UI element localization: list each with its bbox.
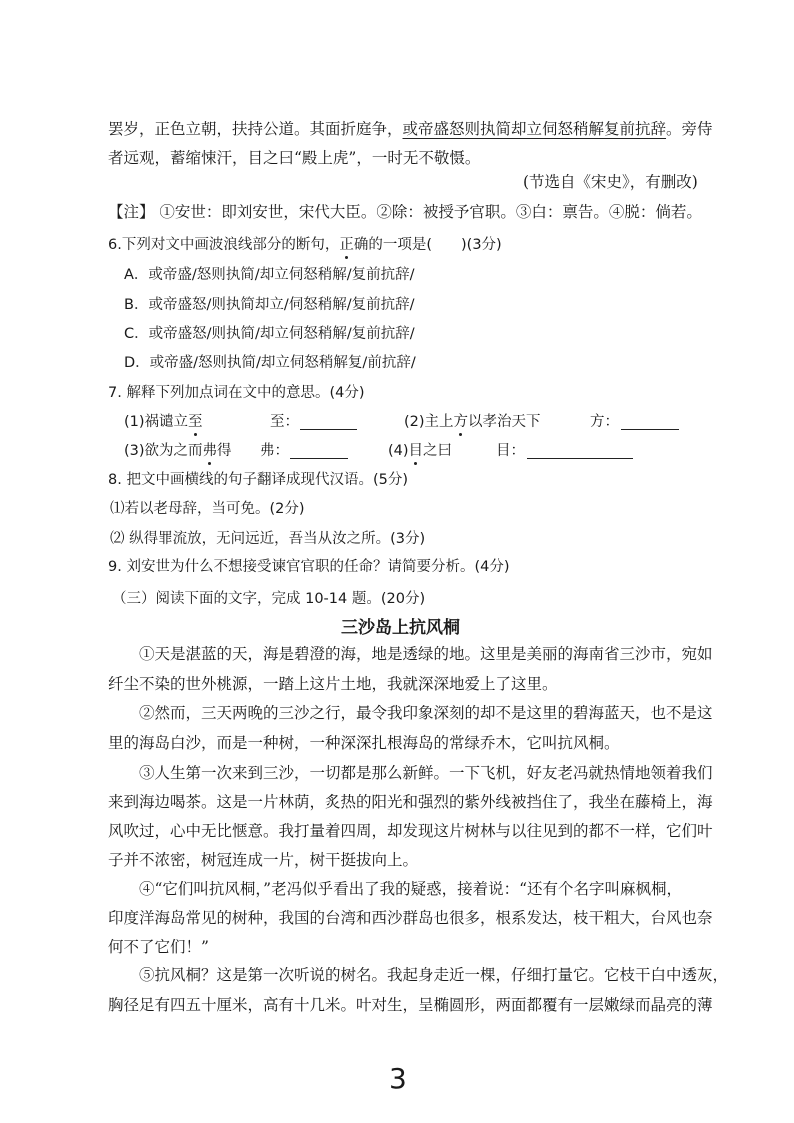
article-line: ⑤抗风桐？这是第一次听说的树名。我起身走近一棵，仔细打量它。它枝干白中透灰，	[139, 966, 729, 984]
section-3-intro: （三）阅读下面的文字，完成 10-14 题。(20分)	[112, 591, 426, 607]
answer-4-label: 目：	[496, 443, 525, 459]
question-6-stem	[108, 238, 502, 253]
answer-2-blank[interactable]	[621, 415, 679, 430]
article-line: ①天是湛蓝的天，海是碧澄的海，地是透绿的地。这里是美丽的海南省三沙市，宛如	[139, 645, 713, 663]
passage-text: 罢岁，正色立朝，扶持公道。其面折庭争，	[108, 120, 403, 138]
stem-text: 确的一项是( )(3分)	[353, 237, 502, 253]
article-line: ②然而，三天两晚的三沙之行，最令我印象深刻的却不是这里的碧海蓝天，也不是这	[139, 704, 713, 722]
answer-1-blank[interactable]	[300, 415, 357, 430]
article-line: 风吹过，心中无比惬意。我打量着四周，却发现这片树林与以往见到的都不一样，它们叶	[108, 822, 713, 840]
dotted-char: 正	[339, 237, 354, 253]
question-6-option-d: D．或帝盛/怒则执简/却立伺怒稍解复/前抗辞/	[124, 355, 416, 371]
article-line: 印度洋海岛常见的树种，我国的台湾和西沙群岛也很多，根系发达，枝干粗大，台风也奈	[108, 909, 713, 927]
underlined-sentence: 或帝盛怒则执简却立伺怒稍解复前抗辞	[402, 120, 667, 138]
article-line: 纤尘不染的世外桃源，一踏上这片土地，我就深深地爱上了这里。	[108, 675, 558, 693]
item-text: (3)欲为之而	[124, 443, 203, 459]
question-7-item-1	[124, 415, 203, 430]
question-7-stem: 7. 解释下列加点词在文中的意思。(4分)	[108, 385, 365, 401]
dotted-char: 至	[188, 414, 203, 430]
article-line: 何不了它们！”	[108, 938, 209, 956]
article-line: 里的海岛白沙，而是一种树，一种深深扎根海岛的常绿乔木，它叫抗风桐。	[108, 734, 620, 752]
item-text: (4)	[388, 443, 409, 459]
article-line: ④“它们叫抗风桐，”老冯似乎看出了我的疑惑，接着说：“还有个名字叫麻枫桐，	[139, 880, 683, 898]
answer-3-label: 弗：	[260, 443, 289, 459]
article-title: 三沙岛上抗风桐	[341, 618, 460, 638]
question-8-sentence-2: ⑵ 纵得罪流放，无问远近，吾当从汝之所。(3分)	[110, 531, 426, 547]
answer-4-blank[interactable]	[527, 444, 633, 459]
question-6-option-b: B．或帝盛怒/则执简却立/伺怒稍解/复前抗辞/	[124, 297, 415, 313]
answer-3-blank[interactable]	[290, 444, 348, 459]
question-6-option-c: C．或帝盛怒/则执简/却立伺怒稍解/复前抗辞/	[124, 326, 415, 342]
item-text: 之曰	[423, 443, 453, 459]
passage-line-2: 者远观，蓄缩悚汗，目之曰“殿上虎”，一时无不敬慑。	[108, 149, 481, 167]
dotted-char: 方	[453, 414, 469, 430]
question-7-item-2	[404, 415, 541, 430]
stem-text: 6.下列对文中画波浪线部分的断句，	[108, 237, 340, 253]
item-text: (2)主上	[404, 414, 454, 430]
item-text: 以孝治天下	[468, 414, 541, 430]
item-text: (1)祸谴立	[124, 414, 189, 430]
article-line: 胸径足有四五十厘米，高有十几米。叶对生，呈椭圆形，两面都覆有一层嫩绿而晶亮的薄	[108, 996, 713, 1014]
question-8-stem: 8. 把文中画横线的句子翻译成现代汉语。(5分)	[108, 472, 408, 488]
article-line: 来到海边喝茶。这是一片林荫，炙热的阳光和强烈的紫外线被挡住了，我坐在藤椅上，海	[108, 793, 713, 811]
article-line: 子并不浓密，树冠连成一片，树干挺拔向上。	[108, 851, 419, 869]
answer-1-label: 至：	[270, 414, 299, 430]
question-7-item-4	[388, 444, 452, 459]
page-number: 3	[389, 1062, 407, 1095]
answer-2-label: 方：	[590, 414, 619, 430]
question-6-option-a: A．或帝盛/怒则执简/却立伺怒稍解/复前抗辞/	[124, 267, 415, 283]
item-text: 得	[217, 443, 232, 459]
passage-text: 。旁侍	[666, 120, 713, 138]
question-8-sentence-1: ⑴若以老母辞，当可免。(2分)	[110, 501, 305, 517]
article-line: ③人生第一次来到三沙，一切都是那么新鲜。一下飞机，好友老冯就热情地领着我们	[139, 764, 713, 782]
passage-line-1	[108, 122, 713, 138]
dotted-char: 目	[408, 443, 424, 459]
dotted-char: 弗	[202, 443, 218, 459]
question-9-stem: 9. 刘安世为什么不想接受谏官官职的任命？请简要分析。(4分)	[108, 559, 510, 575]
passage-source: (节选自《宋史》，有删改)	[523, 173, 698, 191]
passage-notes: 【注】 ①安世：即刘安世，宋代大臣。②除：被授予官职。③白：禀告。④脱：倘若。	[108, 203, 702, 221]
question-7-item-3	[124, 444, 232, 459]
